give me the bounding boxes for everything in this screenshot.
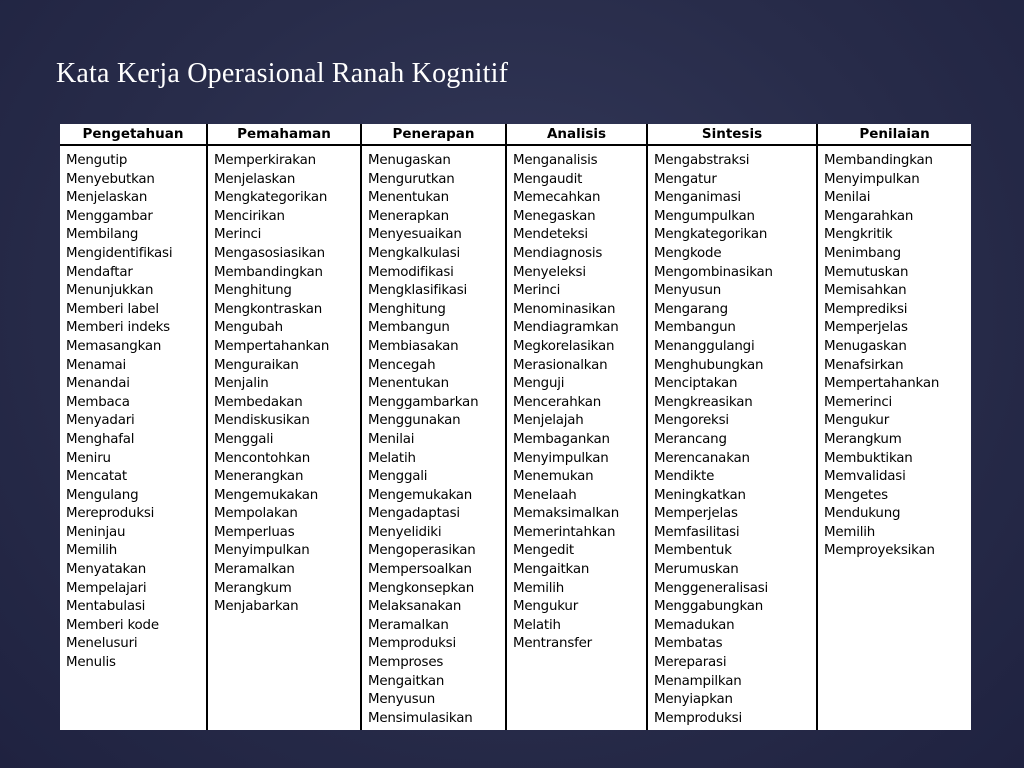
verb-item: Mengemukakan (368, 487, 473, 503)
verb-item: Mereproduksi (66, 506, 155, 522)
verb-item: Merasionalkan (513, 357, 608, 373)
verb-item: Mendukung (824, 506, 901, 522)
verb-item: Menilai (368, 431, 415, 447)
verb-item: Memproses (368, 655, 444, 671)
verb-item: Mendiagnosis (513, 245, 603, 261)
verb-item: Mereparasi (654, 655, 727, 671)
verb-item: Merinci (214, 227, 262, 243)
verb-item: Menimbang (824, 245, 901, 261)
verb-item: Menyatakan (66, 562, 147, 578)
verb-item: Membagankan (513, 431, 610, 447)
verb-item: Merencanakan (654, 450, 750, 466)
column-cell-analisis (506, 145, 647, 730)
verb-item: Menyimpulkan (824, 171, 920, 187)
verb-item: Memutuskan (824, 264, 909, 280)
verb-item: Menciptakan (654, 376, 738, 392)
verb-item: Mencerahkan (513, 394, 602, 410)
verb-item: Mentransfer (513, 636, 592, 652)
verb-list-sintesis (654, 152, 816, 728)
verb-item: Membentuk (654, 543, 732, 559)
verb-item: Mengkategorikan (214, 190, 328, 206)
verb-item: Menugaskan (368, 153, 451, 168)
verb-item: Menjelaskan (66, 190, 148, 206)
verb-item: Mengombinasikan (654, 264, 773, 280)
verb-item: Menentukan (368, 376, 449, 392)
verb-item: Menamai (66, 357, 127, 373)
verb-item: Menyelidiki (368, 524, 442, 540)
verb-item: Membuktikan (824, 450, 913, 466)
verb-item: Mentabulasi (66, 599, 146, 615)
verb-item: Menggabungkan (654, 599, 764, 615)
verb-item: Mengukur (824, 413, 889, 429)
column-cell-penilaian (817, 145, 971, 730)
verb-table (60, 124, 971, 730)
verb-item: Menggeneralisasi (654, 580, 769, 596)
column-cell-pengetahuan (60, 145, 207, 730)
verb-item: Memadukan (654, 617, 735, 633)
verb-item: Menilai (824, 190, 871, 206)
verb-item: Mengoreksi (654, 413, 729, 429)
verb-list-pengetahuan (66, 152, 206, 673)
verb-item: Menerapkan (368, 208, 449, 224)
column-header-pemahaman: Pemahaman (207, 124, 361, 145)
verb-item: Menghitung (214, 283, 292, 299)
verb-item: Mengoperasikan (368, 543, 476, 559)
verb-item: Mengkontraskan (214, 301, 323, 317)
verb-item: Membedakan (214, 394, 303, 410)
verb-item: Mengasosiasikan (214, 245, 325, 261)
verb-item: Membaca (66, 394, 130, 410)
verb-item: Menggali (368, 469, 428, 485)
verb-item: Memaksimalkan (513, 506, 620, 522)
verb-item: Menerangkan (214, 469, 304, 485)
column-header-penerapan: Penerapan (361, 124, 506, 145)
verb-item: Menafsirkan (824, 357, 904, 373)
verb-item: Merangkum (214, 580, 292, 596)
verb-item: Menjelajah (513, 413, 584, 429)
verb-item: Menampilkan (654, 673, 742, 689)
verb-item: Menghubungkan (654, 357, 764, 373)
verb-item: Merinci (513, 283, 561, 299)
verb-item: Mengurutkan (368, 171, 455, 187)
verb-item: Menugaskan (824, 338, 907, 354)
verb-item: Mempertahankan (214, 338, 330, 354)
verb-item: Melatih (513, 617, 561, 633)
verb-item: Memberi label (66, 301, 159, 317)
verb-item: Mengabstraksi (654, 153, 750, 168)
verb-item: Mengarang (654, 301, 728, 317)
verb-item: Mengarahkan (824, 208, 914, 224)
verb-item: Memprediksi (824, 301, 908, 317)
verb-item: Mengkode (654, 245, 722, 261)
column-header-pengetahuan: Pengetahuan (60, 124, 207, 145)
verb-item: Mengkreasikan (654, 394, 753, 410)
verb-item: Membandingkan (214, 264, 323, 280)
verb-item: Megkorelasikan (513, 338, 615, 354)
verb-item: Memvalidasi (824, 469, 906, 485)
verb-item: Memberi indeks (66, 320, 170, 336)
verb-item: Merangkum (824, 431, 902, 447)
column-header-sintesis: Sintesis (647, 124, 817, 145)
verb-item: Mengutip (66, 153, 128, 168)
verb-item: Meramalkan (214, 562, 295, 578)
verb-item: Mengklasifikasi (368, 283, 468, 299)
verb-item: Mengaitkan (513, 562, 590, 578)
verb-item: Membilang (66, 227, 139, 243)
verb-item: Mensimulasikan (368, 710, 473, 726)
verb-item: Mengaitkan (368, 673, 445, 689)
verb-item: Menganalisis (513, 153, 598, 168)
verb-item: Menggambar (66, 208, 153, 224)
verb-item: Memperluas (214, 524, 295, 540)
verb-item: Menghafal (66, 431, 135, 447)
verb-item: Memerinci (824, 394, 893, 410)
table-header-row (60, 124, 971, 145)
verb-item: Memfasilitasi (654, 524, 740, 540)
verb-item: Membiasakan (368, 338, 459, 354)
verb-item: Memasangkan (66, 338, 162, 354)
verb-item: Menghitung (368, 301, 446, 317)
column-header-penilaian: Penilaian (817, 124, 971, 145)
verb-item: Mengidentifikasi (66, 245, 173, 261)
verb-item: Mempersoalkan (368, 562, 472, 578)
verb-item: Mengedit (513, 543, 574, 559)
column-cell-penerapan (361, 145, 506, 730)
verb-item: Mengkalkulasi (368, 245, 461, 261)
verb-item: Menjalin (214, 376, 269, 392)
verb-item: Menandai (66, 376, 130, 392)
verb-list-penerapan (368, 152, 505, 728)
verb-item: Mendikte (654, 469, 715, 485)
verb-list-pemahaman (214, 152, 360, 617)
verb-item: Meninjau (66, 524, 126, 540)
verb-item: Mengkritik (824, 227, 893, 243)
column-header-analisis: Analisis (506, 124, 647, 145)
verb-item: Merancang (654, 431, 727, 447)
verb-item: Memproduksi (654, 710, 742, 726)
verb-item: Menganimasi (654, 190, 741, 206)
verb-item: Mengubah (214, 320, 283, 336)
verb-item: Menelaah (513, 487, 577, 503)
verb-item: Mengemukakan (214, 487, 319, 503)
verb-item: Mengaudit (513, 171, 583, 187)
column-cell-pemahaman (207, 145, 361, 730)
verb-item: Menemukan (513, 469, 594, 485)
slide-title: Kata Kerja Operasional Ranah Kognitif (56, 58, 509, 89)
verb-item: Mengukur (513, 599, 578, 615)
verb-item: Memerintahkan (513, 524, 616, 540)
verb-item: Mencatat (66, 469, 127, 485)
verb-item: Memperjelas (824, 320, 908, 336)
verb-item: Menyebutkan (66, 171, 155, 187)
verb-item: Menanggulangi (654, 338, 755, 354)
verb-item: Menyusun (368, 692, 436, 708)
verb-item: Mencegah (368, 357, 436, 373)
verb-list-analisis (513, 152, 646, 654)
verb-item: Memisahkan (824, 283, 907, 299)
verb-item: Menyesuaikan (368, 227, 462, 243)
verb-item: Menguraikan (214, 357, 299, 373)
verb-item: Menulis (66, 655, 116, 671)
verb-item: Mempertahankan (824, 376, 940, 392)
verb-item: Mengkonsepkan (368, 580, 475, 596)
verb-item: Mengadaptasi (368, 506, 460, 522)
verb-item: Mencontohkan (214, 450, 311, 466)
verb-item: Mengatur (654, 171, 717, 187)
verb-item: Memproyeksikan (824, 543, 935, 559)
verb-item: Mengetes (824, 487, 888, 503)
verb-item: Mengumpulkan (654, 208, 755, 224)
verb-item: Menegaskan (513, 208, 596, 224)
verb-item: Menyimpulkan (214, 543, 310, 559)
verb-item: Melaksanakan (368, 599, 462, 615)
verb-item: Mengkategorikan (654, 227, 768, 243)
verb-item: Meningkatkan (654, 487, 746, 503)
verb-item: Membatas (654, 636, 723, 652)
verb-item: Menguji (513, 376, 565, 392)
verb-item: Mendiskusikan (214, 413, 310, 429)
verb-item: Menggunakan (368, 413, 461, 429)
verb-list-penilaian (824, 152, 971, 561)
verb-item: Menggali (214, 431, 274, 447)
verb-item: Mempelajari (66, 580, 147, 596)
verb-item: Membangun (368, 320, 450, 336)
verb-item: Menyimpulkan (513, 450, 609, 466)
verb-item: Membangun (654, 320, 736, 336)
verb-item: Menyeleksi (513, 264, 586, 280)
table-body-row (60, 145, 971, 730)
verb-item: Meniru (66, 450, 111, 466)
verb-item: Mendaftar (66, 264, 133, 280)
verb-item: Memberi kode (66, 617, 159, 633)
verb-item: Mendiagramkan (513, 320, 619, 336)
verb-table-panel (60, 124, 971, 730)
verb-item: Memproduksi (368, 636, 456, 652)
verb-item: Mengulang (66, 487, 139, 503)
verb-item: Memodifikasi (368, 264, 454, 280)
verb-item: Memilih (513, 580, 565, 596)
verb-item: Memilih (66, 543, 118, 559)
verb-item: Memecahkan (513, 190, 601, 206)
verb-item: Mempolakan (214, 506, 298, 522)
verb-item: Menentukan (368, 190, 449, 206)
verb-item: Menjelaskan (214, 171, 296, 187)
verb-item: Menyiapkan (654, 692, 733, 708)
verb-item: Meramalkan (368, 617, 449, 633)
column-cell-sintesis (647, 145, 817, 730)
verb-item: Memperjelas (654, 506, 738, 522)
verb-item: Membandingkan (824, 153, 933, 168)
verb-item: Mencirikan (214, 208, 285, 224)
verb-item: Menyadari (66, 413, 135, 429)
verb-item: Memperkirakan (214, 153, 316, 168)
verb-item: Melatih (368, 450, 416, 466)
verb-item: Menominasikan (513, 301, 616, 317)
verb-item: Menjabarkan (214, 599, 299, 615)
verb-item: Menunjukkan (66, 283, 154, 299)
verb-item: Merumuskan (654, 562, 739, 578)
verb-item: Memilih (824, 524, 876, 540)
verb-item: Mendeteksi (513, 227, 588, 243)
verb-item: Menyusun (654, 283, 722, 299)
verb-item: Menelusuri (66, 636, 138, 652)
verb-item: Menggambarkan (368, 394, 479, 410)
